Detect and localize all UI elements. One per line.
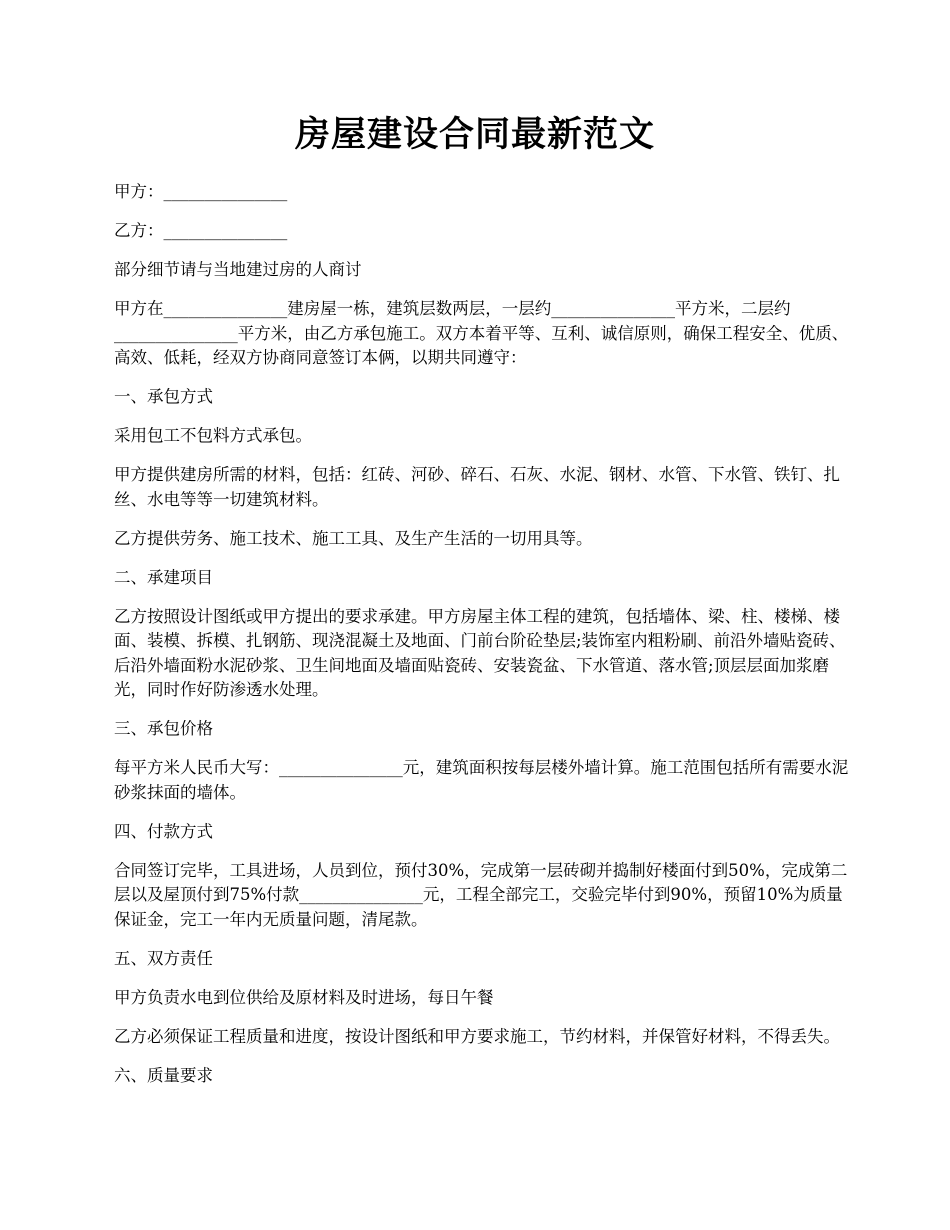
section-heading-1: 一、承包方式 xyxy=(114,387,213,406)
section-heading-2: 二、承建项目 xyxy=(114,567,213,587)
body-paragraph: 每平方米人民币大写：_______________元，建筑面积按每层楼外墙计算。施工范围包括所有需要水泥砂浆抹面的墙体。 xyxy=(114,758,849,802)
party-a-line: 甲方：_______________ xyxy=(114,182,288,201)
section-heading-5: 五、双方责任 xyxy=(114,948,213,968)
body-paragraph: 乙方按照设计图纸或甲方提出的要求承建。甲方房屋主体工程的建筑，包括墙体、梁、柱、楼梯、楼面、装模、拆模、扎钢筋、现浇混凝土及地面、门前台阶砼垫层;装饰室内粗粉刷、前沿外墙贴瓷砖、后沿外墙面粉水泥砂浆、卫生间地面及墙面贴瓷砖、安装瓷盆、下水管道、落水管;顶层层面加浆磨光，同时作好防渗透水处理。 xyxy=(114,606,846,699)
section-heading-4: 四、付款方式 xyxy=(114,821,213,841)
section-heading-3: 三、承包价格 xyxy=(114,719,213,738)
body-paragraph: 甲方提供建房所需的材料，包括：红砖、河砂、碎石、石灰、水泥、钢材、水管、下水管、铁钉、扎丝、水电等等一切建筑材料。 xyxy=(114,465,840,509)
body-paragraph: 甲方负责水电到位供给及原材料及时进场，每日午餐 xyxy=(114,987,494,1007)
body-paragraph: 采用包工不包料方式承包。 xyxy=(114,426,312,445)
body-paragraph: 乙方提供劳务、施工技术、施工工具、及生产生活的一切用具等。 xyxy=(114,528,593,548)
section-heading-6: 六、质量要求 xyxy=(114,1065,213,1085)
document-title: 房屋建设合同最新范文 xyxy=(294,114,655,155)
party-b-line: 乙方：_______________ xyxy=(114,221,288,240)
body-paragraph: 合同签订完毕，工具进场，人员到位，预付30%，完成第一层砖砌并捣制好楼面付到50%，完成第二层以及屋顶付到75%付款_______________元，工程全部完工，交验完毕付到90%，预留10%为质量保证金，完工一年内无质量问题，清尾款。 xyxy=(114,860,848,929)
document-body xyxy=(114,180,859,1103)
note-paragraph: 部分细节请与当地建过房的人商讨 xyxy=(114,260,362,279)
intro-paragraph: 甲方在_______________建房屋一栋，建筑层数两层，一层约_______________平方米，二层约_______________平方米，由乙方承包施工。双方本着平等、互利、诚信原则，确保工程安全、优质、高效、低耗，经双方协商同意签订本俩，以期共同遵守： xyxy=(114,299,849,367)
body-paragraph: 乙方必须保证工程质量和进度，按设计图纸和甲方要求施工，节约材料，并保管好材料，不得丢失。 xyxy=(114,1026,840,1046)
